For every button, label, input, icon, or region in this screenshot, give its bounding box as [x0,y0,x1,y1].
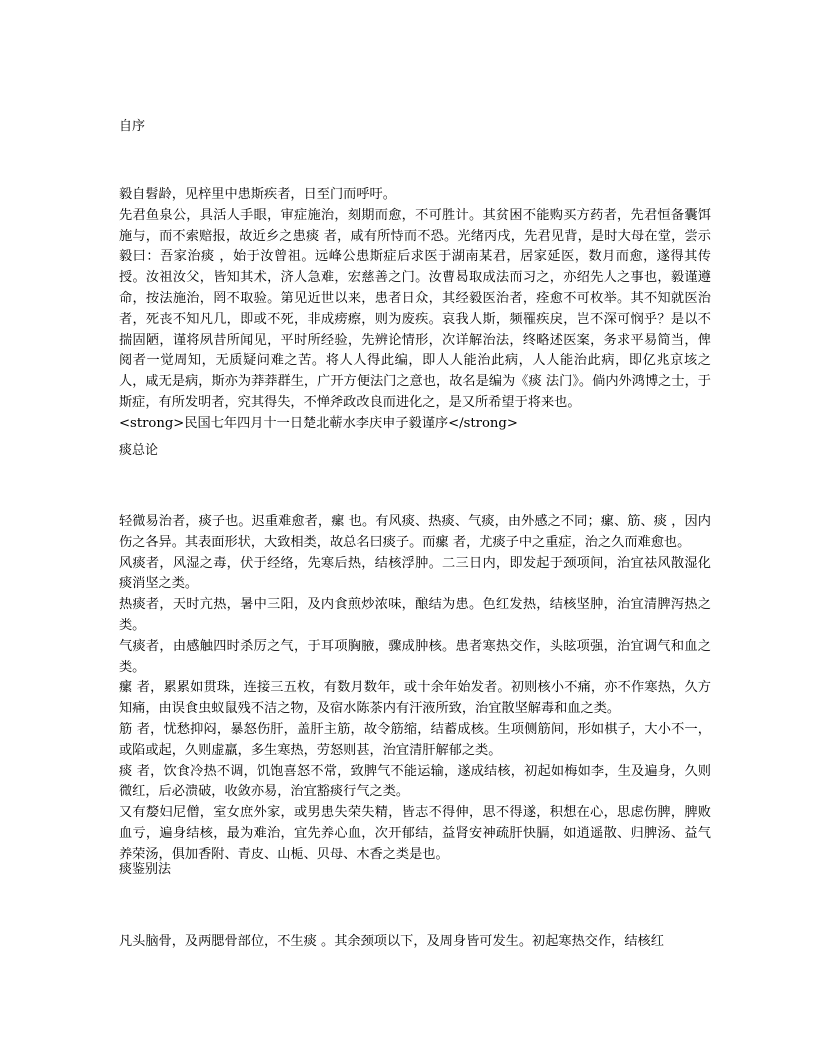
section-body-preface [119,185,711,435]
section-body-identification [119,932,711,953]
section-heading-preface: 自序 [119,119,146,134]
section-heading-identification: 痰鉴别法 [119,862,172,877]
paragraph: 先君鱼泉公，具活人手眼，审症施治，刻期而愈，不可胜计。其贫困不能购买方药者，先君恒备囊饵施与，而不索赔报，故近乡之患痰 者，咸有所恃而不恐。光绪丙戌，先君见背，是时大母在堂，尝示毅曰：吾家治痰 ，始于汝曾祖。远峰公患斯症后求医于湖南某君，居家延医，数月而愈，遂得其传授。汝祖汝父，皆知其术，济人急难，宏慈善之门。汝曹曷取成法而习之，亦绍先人之事也，毅谨遵命，按法施治，罔不取验。第见近世以来，患者日众，其经毅医治者，痊愈不可枚举。其不知就医治者，死丧不知凡几，即或不死，非成痨瘵，则为废疾。哀我人斯，频罹疾戾，岂不深可悯乎？是以不揣固陋，谨将夙昔所闻见，平时所经验，先辨论情形，次详解治法，终略述医案，务求平易简当，俾阅者一觉周知，无质疑问难之苦。将人人得此编，即人人能治此病，人人能治此病，即亿兆京垓之人，咸无是病，斯亦为莽莽群生，广开方便法门之意也，故名是编为《痰 法门》。倘内外鸿博之士，于斯症，有所发明者，究其得失，不惮斧政改良而进化之，是又所希望于将来也。 [119,207,711,410]
paragraph: 热痰者，天时亢热，暑中三阳，及内食煎炒浓味，酿结为患。色红发热，结核坚肿，治宜清脾泻热之类。 [119,597,711,633]
paragraph: 风痰者，风湿之毒，伏于经络，先寒后热，结核浮肿。二三日内，即发起于颈项间，治宜祛风散湿化痰消坚之类。 [119,555,711,592]
paragraph: 轻微易治者，痰子也。迟重难愈者，瘰 也。有风痰、热痰、气痰，由外感之不同；瘰、筋、痰 ，因内伤之各异。其表面形状，大致相类，故总名曰痰子。而瘰 者，尤痰子中之重症，治之久而难愈也。 [119,514,711,550]
paragraph: 又有嫠妇尼僧，室女庶外家，或男患失荣失精，皆志不得伸，思不得遂，积想在心，思虑伤脾，脾败血亏，遍身结核，最为难治，宜先养心血，次开郁结，益肾安神疏肝快膈，如逍遥散、归脾汤、益气养荣汤，俱加香附、青皮、山栀、贝母、木香之类是也。 [119,805,711,862]
paragraph: 筋 者，忧愁抑闷，暴怒伤肝，盖肝主筋，故令筋缩，结蓄成核。生项侧筋间，形如棋子，大小不一，或陷或起，久则虚羸，多生寒热，劳怒则甚，治宜清肝解郁之类。 [119,721,711,758]
paragraph: 气痰者，由感触四时杀厉之气，于耳项胸腋，骤成肿核。患者寒热交作，头眩项强，治宜调气和血之类。 [119,638,711,675]
paragraph: 瘰 者，累累如贯珠，连接三五枚，有数月数年，或十余年始发者。初则核小不痛，亦不作寒热，久方知痛，由误食虫蚁鼠残不洁之物，及宿水陈茶内有汗液所致，治宜散坚解毒和血之类。 [119,680,711,717]
paragraph: 凡头脑骨，及两腮骨部位，不生痰 。其余颈项以下，及周身皆可发生。初起寒热交作，结核红 [119,934,664,949]
paragraph: 毅自髫龄，见梓里中患斯疾者，日至门而呼吁。 [119,187,396,202]
section-body-general-theory [119,512,711,866]
preface-signature: <strong>民国七年四月十一日楚北蕲水李庆申子毅谨序</strong> [119,415,518,431]
paragraph: 痰 者，饮食冷热不调，饥饱喜怒不常，致脾气不能运输，遂成结核，初起如梅如李，生及遍身，久则微红，后必溃破，收敛亦易，治宜豁痰行气之类。 [119,763,711,800]
section-heading-general-theory: 痰总论 [119,443,159,458]
